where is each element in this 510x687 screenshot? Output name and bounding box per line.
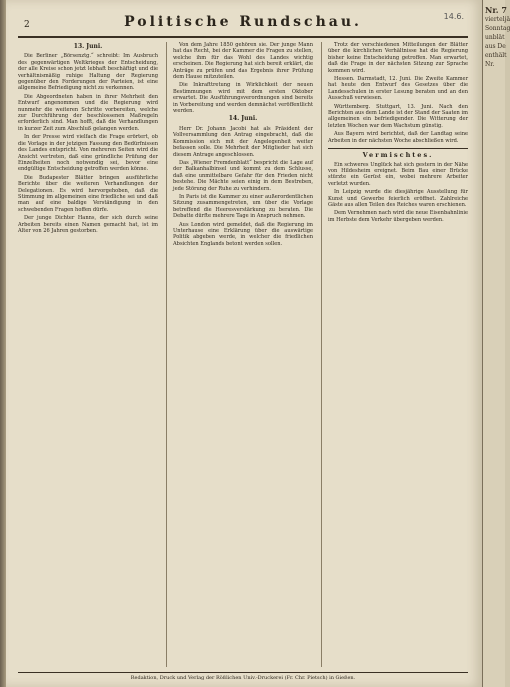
adjacent-page-text: Nr. 7 — [485, 5, 507, 15]
paragraph: Herr Dr. Johann Jacobi hat als Präsident der Vollversammlung den Antrag eingebracht, daß die Kommission sich mit der Angelegenheit weiter befassen solle. Die Mehrheit der Mitglieder hat sich diesem Antrage angeschlossen. — [173, 125, 313, 158]
section-heading: Vermischtes. — [328, 148, 468, 158]
column-3 — [328, 42, 468, 667]
paragraph: Trotz der verschiedenen Mitteilungen der Blätter über die kirchlichen Verhältnisse hat die Regierung bisher keine Entscheidung getroffen. Man erwartet, daß die Frage in der nächsten Sitzung zur Sprache kommen wird. — [328, 42, 468, 74]
paragraph: Der junge Dichter Hanns, der sich durch seine Arbeiten bereits einen Namen gemacht hat, ist im Alter von 26 Jahren gestorben. — [18, 215, 158, 234]
imprint-line: Redaktion, Druck und Verlag der Rößlichen Univ.-Druckerei (Fr. Chr. Pietsch) in Gießen. — [18, 672, 468, 681]
paragraph: Von dem Jahre 1850 gehören sie. Der junge Mann hat das Recht, bei der Kammer die Fragen zu stellen, welche ihm für das Wohl des Landes wichtig erscheinen. Die Regierung hat sich bereit erklärt, die Anträge zu prüfen und das Ergebnis ihrer Prüfung dem Hause mitzuteilen. — [173, 42, 313, 81]
paragraph: Württemberg. Stuttgart, 13. Juni. Nach den Berichten aus dem Lande ist der Stand der Saaten im allgemeinen ein befriedigender. Die Witterung der letzten Wochen war dem Wachstum günstig. — [328, 103, 468, 129]
paragraph: Die Inkrafttretung in Wirklichkeit der neuen Bestimmungen wird mit dem ersten Oktober erwartet. Die Ausführungsverordnungen sind bereits in Vorbereitung und werden demnächst veröffentlicht werden. — [173, 82, 313, 115]
paragraph: In Paris ist die Kammer zu einer außerordentlichen Sitzung zusammengetreten, um über die Vorlage betreffend die Heeresverstärkung zu beraten. Die Debatte dürfte mehrere Tage in Anspruch nehmen. — [173, 193, 313, 220]
adjacent-page-text: Nr. — [485, 61, 495, 68]
section-title: Politische Rundschau. — [124, 14, 362, 30]
paragraph: Die Budapester Blätter bringen ausführliche Berichte über die weiteren Verhandlungen der Delegationen. Es wird hervorgehoben, daß die Stimmung im allgemeinen eine friedliche sei und daß man auf eine baldige Verständigung in den schwebenden Fragen hoffen dürfe. — [18, 174, 158, 213]
paragraph: In der Presse wird vielfach die Frage erörtert, ob die Vorlage in der jetzigen Fassung den Bedürfnissen des Landes entspricht. Von mehreren Seiten wird die Ansicht vertreten, daß eine gründliche Prüfung der Einzelheiten noch notwendig sei, bevor eine endgültige Entscheidung getroffen werden könne. — [18, 134, 158, 173]
adjacent-page-text: vierteljä — [485, 16, 510, 23]
column-2 — [173, 42, 313, 667]
column-1 — [18, 42, 158, 667]
paragraph: Ein schweres Unglück hat sich gestern in der Nähe von Hildesheim ereignet. Beim Bau einer Brücke stürzte ein Gerüst ein, wobei mehrere Arbeiter verletzt wurden. — [328, 161, 468, 187]
column-rule — [321, 42, 322, 667]
handwritten-folio: 14.6. — [443, 12, 464, 21]
column-rule — [166, 42, 167, 667]
dateline: 13. Juni. — [73, 43, 103, 50]
adjacent-page-text: aus De — [485, 43, 506, 50]
paragraph: In Leipzig wurde die diesjährige Ausstellung für Kunst und Gewerbe feierlich eröffnet. Zahlreiche Gäste aus allen Teilen des Reiches waren erschienen. — [328, 189, 468, 208]
paragraph: Das „Wiener Fremdenblatt“ bespricht die Lage auf der Balkanhalbinsel und kommt zu dem Schlusse, daß eine unmittelbare Gefahr für den Frieden nicht bestehe. Die Mächte seien einig in dem Bestreben, jede Störung der Ruhe zu verhindern. — [173, 159, 313, 192]
adjacent-page-text: Sonntag — [485, 25, 510, 32]
paragraph: Dem Vernehmen nach wird die neue Eisenbahnlinie im Herbste dem Verkehr übergeben werden. — [328, 210, 468, 223]
adjacent-page-text: enthält — [485, 52, 507, 59]
paragraph: Aus Bayern wird berichtet, daß der Landtag seine Arbeiten in der nächsten Woche abschließen wird. — [328, 131, 468, 144]
text-columns — [18, 42, 468, 667]
newspaper-page — [6, 0, 482, 687]
paragraph: Die Berliner „Börsenztg.“ schreibt: Im Ausbruch des gegenwärtigen Weltkrieges der Entscheidung, der alle Kreise schon jetzt lebhaft beschäftigt und die verhältnismäßig ruhige Haltung der Regierung gegenüber den Forderungen der Parteien, ist eine allgemeine Befriedigung nicht zu verkennen. — [18, 53, 158, 92]
paragraph: Die Abgeordneten haben in ihrer Mehrheit den Entwurf angenommen und die Regierung wird nunmehr die weiteren Schritte vorbereiten, welche zur Durchführung der beschlossenen Maßregeln erforderlich sind. Man hofft, daß die Verhandlungen in kurzer Zeit zum Abschluß gelangen werden. — [18, 93, 158, 132]
paragraph: Aus London wird gemeldet, daß die Regierung im Unterhause eine Erklärung über die auswärtige Politik abgeben werde, in welcher die friedlichen Absichten Englands betont werden sollen. — [173, 221, 313, 247]
adjacent-page-text: unblät — [485, 34, 505, 41]
dateline: 14. Juni. — [228, 115, 258, 123]
paragraph: Hessen. Darmstadt, 12. Juni. Die Zweite Kammer hat heute den Entwurf des Gesetzes über die Landesschulen in erster Lesung beraten und an den Ausschuß verwiesen. — [328, 76, 468, 102]
adjacent-page-edge — [482, 0, 510, 687]
page-number: 2 — [24, 20, 30, 30]
page-header — [18, 10, 468, 38]
